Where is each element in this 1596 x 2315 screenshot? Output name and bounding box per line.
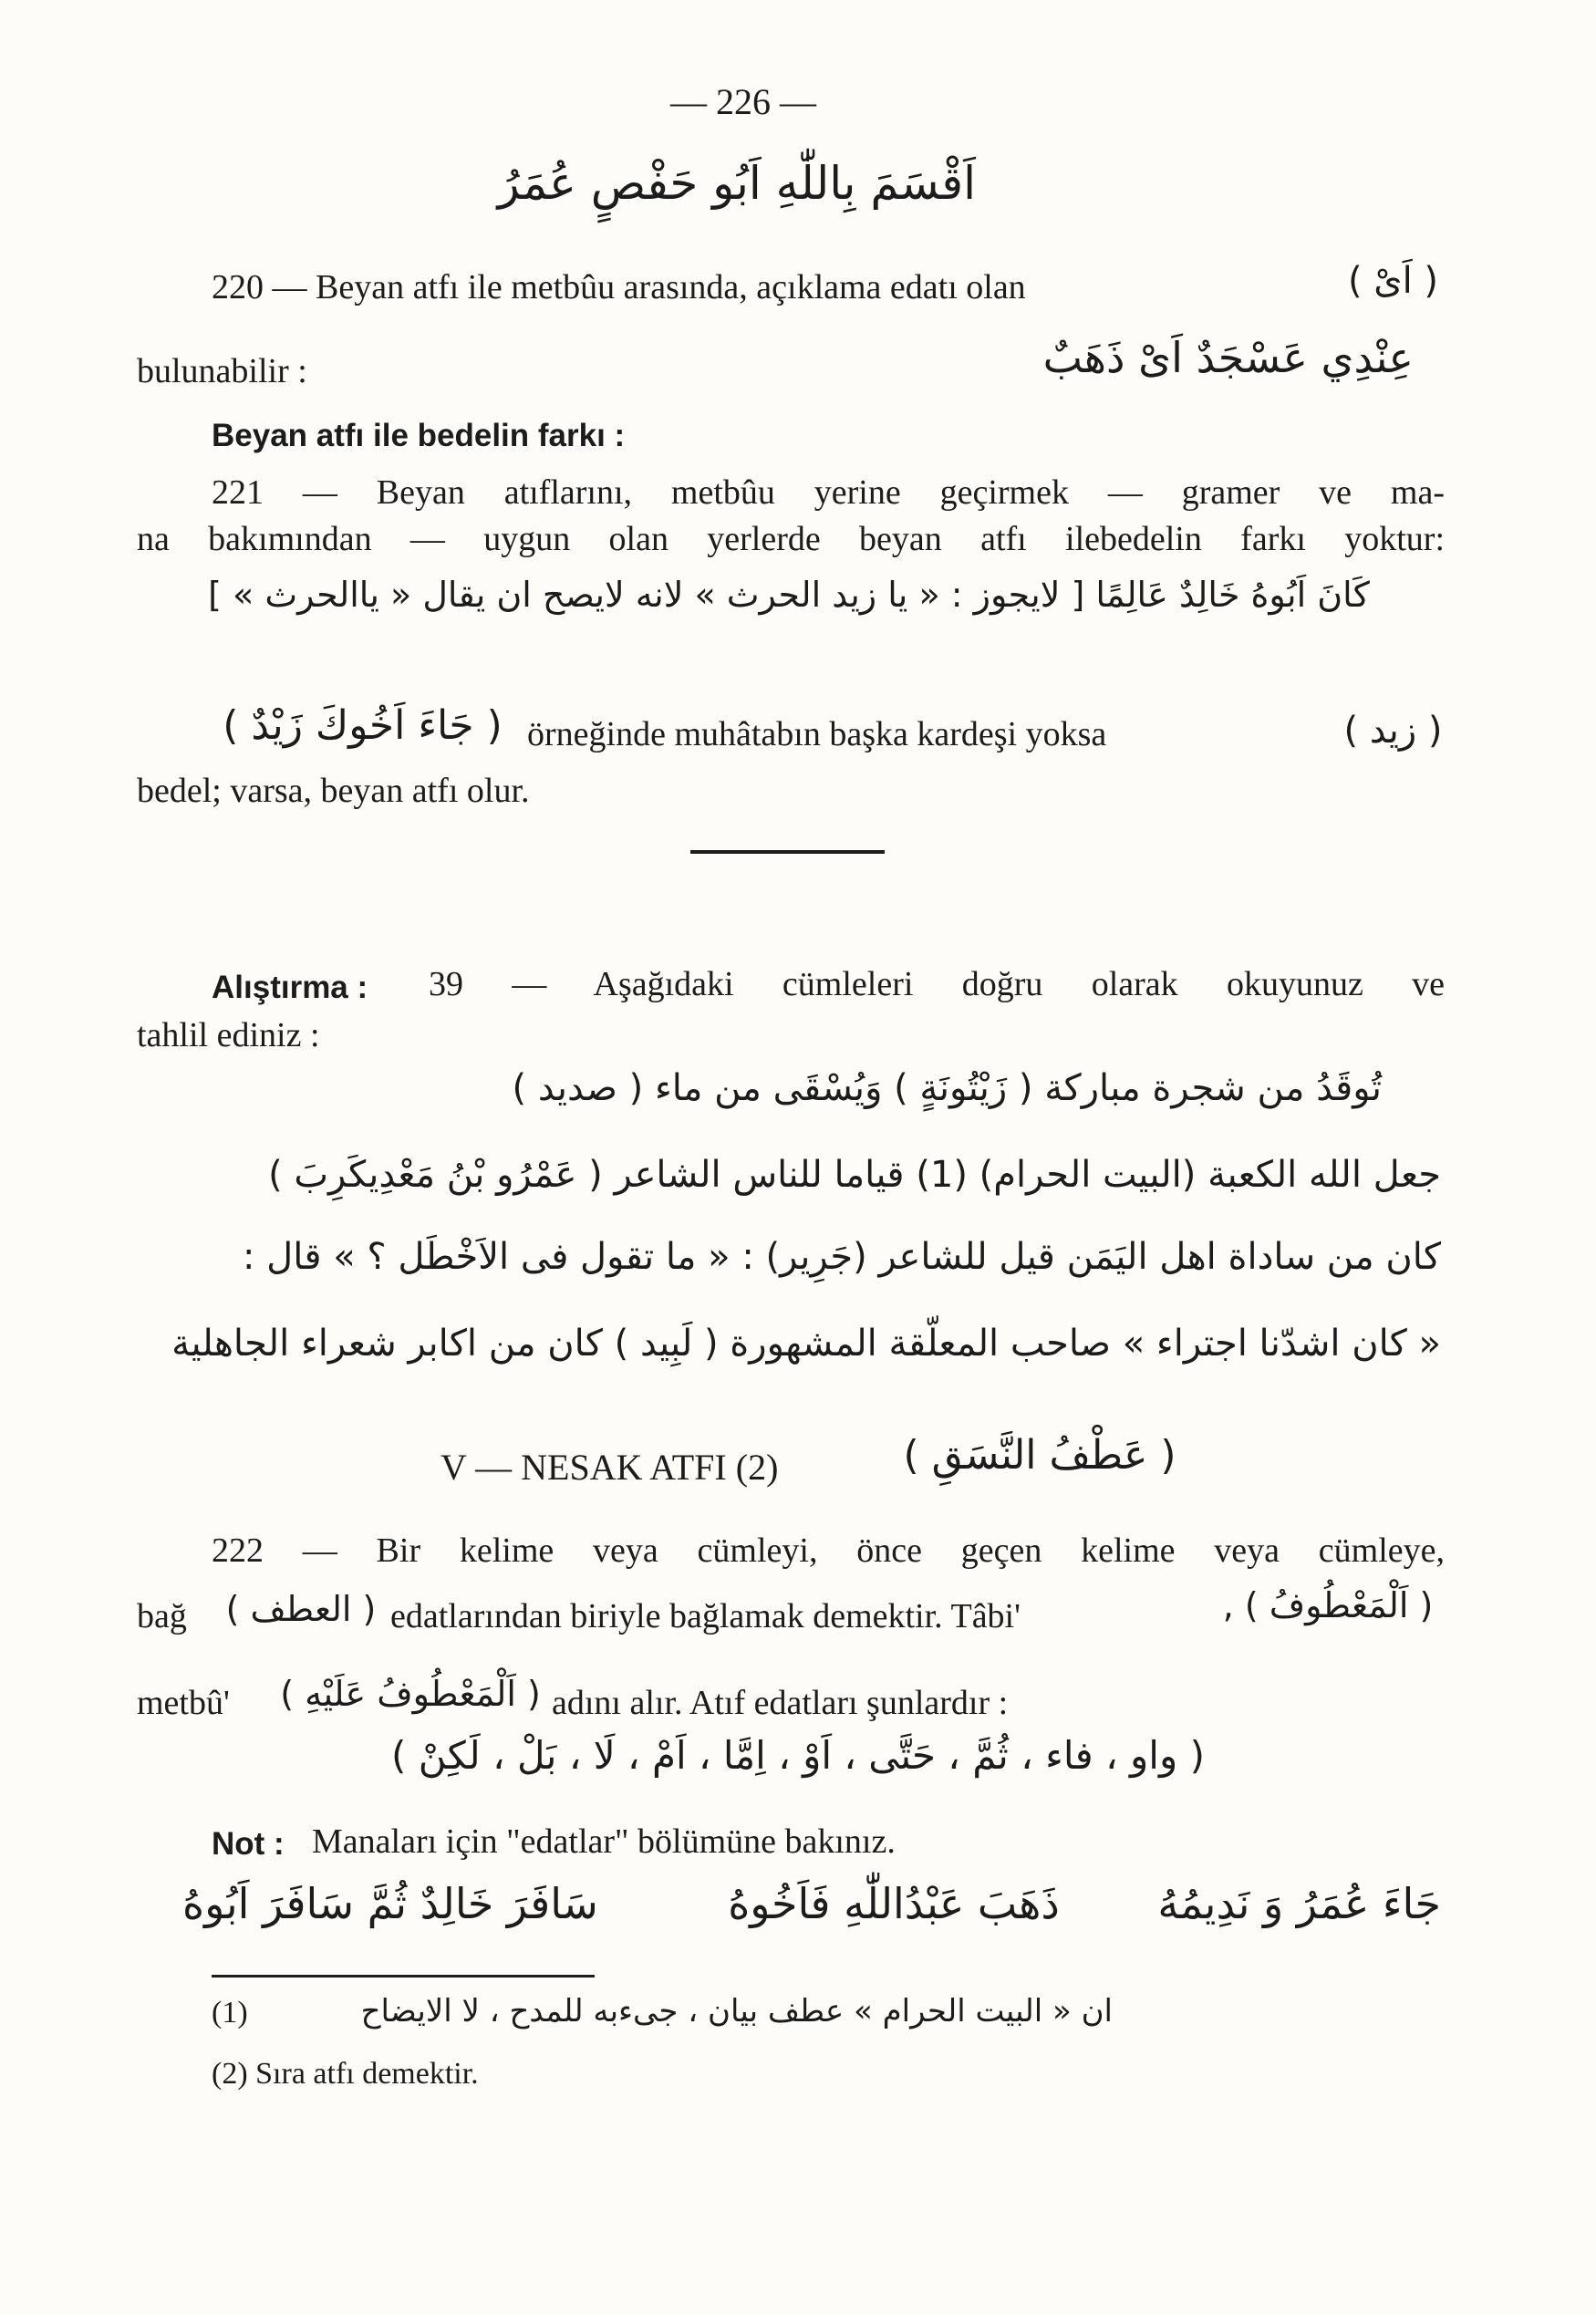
arabic-al-matuf: ( اَلْمَعْطُوفُ ) , — [1222, 1585, 1434, 1625]
exercise-label: Alıştırma : — [212, 970, 368, 1005]
note-text: Manaları için "edatlar" bölümüne bakınız. — [312, 1822, 896, 1861]
arabic-example-220: عِنْدِي عَسْجَدٌ اَىْ ذَهَبٌ — [1042, 333, 1414, 382]
arabic-particle-ay: ( اَىْ ) — [1347, 260, 1439, 302]
exercise-sentence-2: جعل الله الكعبة (البيت الحرام) (1) قياما للناس الشاعر ( عَمْرُو بْنُ مَعْدِيكَرِبَ ) — [268, 1154, 1441, 1196]
paragraph-222-line1: 222 — Bir kelime veya cümleyi, önce geçen kelime veya cümleye, — [212, 1531, 1445, 1570]
arabic-example-jaa-akhuka: ( جَاءَ اَخُوكَ زَيْدٌ ) — [223, 702, 503, 749]
atif-particles-list: ( واو ، فاء ، ثُمَّ ، حَتَّى ، اَوْ ، اِمَّا ، اَمْ ، لَا ، بَلْ ، لَكِنْ ) — [391, 1733, 1205, 1778]
paragraph-221-line2: na bakımından — uygun olan yerlerde beyan atfı ilebedelin farkı yoktur: — [137, 520, 1445, 558]
final-example-1: جَاءَ عُمَرُ وَ نَدِيمُهُ — [1157, 1879, 1441, 1928]
footnote-2: (2) Sıra atfı demektir. — [212, 2057, 479, 2091]
page-number: — 226 — — [670, 81, 816, 122]
section-divider — [690, 850, 885, 854]
exercise-sentence-4: « كان اشدّنا اجتراء » صاحب المعلّقة المشهورة ( لَبِيد ) كان من اكابر شعراء الجاهلية — [171, 1323, 1441, 1365]
arabic-al-atf: ( العطف ) — [225, 1589, 377, 1629]
paragraph-222-line3-end: adını alır. Atıf edatları şunlardır : — [552, 1684, 1009, 1722]
paragraph-222-line2-mid: edatlarından biriyle bağlamak demektir. Tâbi' — [390, 1597, 1021, 1635]
exercise-sentence-1: تُوقَدُ من شجرة مباركة ( زَيْتُونَةٍ ) وَيُسْقَى من ماء ( صديد ) — [512, 1067, 1382, 1109]
footnote-1-marker: (1) — [212, 1996, 248, 2030]
section-heading-arabic: ( عَطْفُ النَّسَقِ ) — [903, 1432, 1176, 1479]
exercise-line1: 39 — Aşağıdaki cümleleri doğru olarak okuyunuz ve — [429, 965, 1445, 1003]
final-example-3: سَافَرَ خَالِدٌ ثُمَّ سَافَرَ اَبُوهُ — [182, 1879, 598, 1928]
arabic-al-matuf-aleyh: ( اَلْمَعْطُوفُ عَلَيْهِ ) — [280, 1674, 541, 1714]
paragraph-222-line3-start: metbû' — [137, 1684, 230, 1722]
exercise-line2: tahlil ediniz : — [137, 1016, 320, 1054]
paragraph-221-line1: 221 — Beyan atıflarını, metbûu yerine geçirmek — gramer ve ma- — [212, 473, 1445, 512]
exercise-sentence-3: كان من ساداة اهل اليَمَن قيل للشاعر (جَرِير) : « ما تقول فى الاَخْطَل ؟ » قال : — [242, 1236, 1441, 1278]
paragraph-220-line2: bulunabilir : — [137, 352, 307, 390]
heading-beyan-bedel: Beyan atfı ile bedelin farkı : — [212, 418, 626, 453]
arabic-example-219: اَقْسَمَ بِاللّٰهِ اَبُو حَفْصٍ عُمَرُ — [497, 157, 976, 210]
footnote-divider — [212, 1975, 595, 1978]
paragraph-221-line4: bedel; varsa, beyan atfı olur. — [137, 772, 530, 810]
note-label: Not : — [212, 1826, 285, 1862]
arabic-zaid: ( زيد ) — [1343, 710, 1443, 752]
arabic-example-221: كَانَ اَبُوهُ خَالِدٌ عَالِمًا [ لايجوز : « يا زيد الحرث » لانه لايصح ان يقال « ياالحرث » ] — [208, 575, 1370, 615]
paragraph-222-line2-start: bağ — [137, 1597, 187, 1635]
paragraph-221-line3: örneğinde muhâtabın başka kardeşi yoksa — [527, 715, 1107, 753]
section-heading-nesak: V — NESAK ATFI (2) — [440, 1447, 779, 1488]
paragraph-220-line1: 220 — Beyan atfı ile metbûu arasında, açıklama edatı olan — [212, 268, 1026, 306]
footnote-1-text: ان « البيت الحرام » عطف بيان ، جىءبه للمدح ، لا الايضاح — [360, 1993, 1113, 2030]
final-example-2: ذَهَبَ عَبْدُاللّٰهِ فَاَخُوهُ — [728, 1879, 1060, 1928]
